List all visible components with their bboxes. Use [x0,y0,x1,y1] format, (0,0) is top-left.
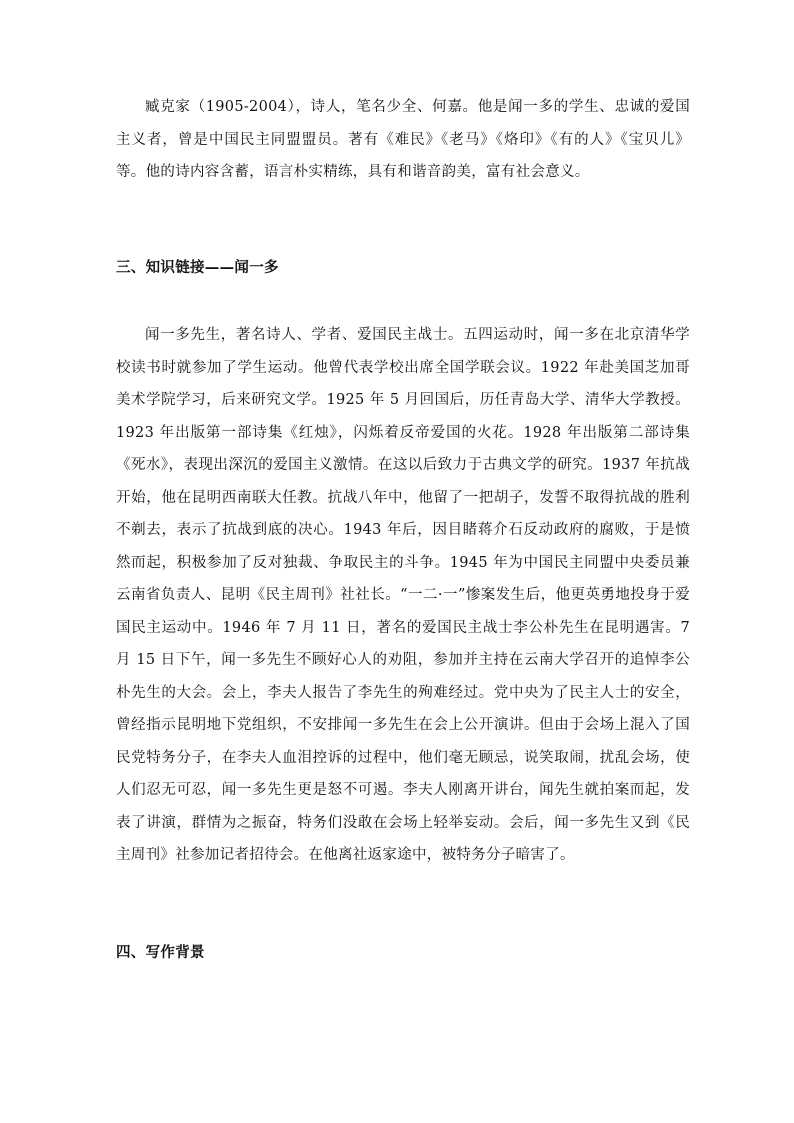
intro-paragraph: 臧克家（1905-2004），诗人，笔名少全、何嘉。他是闻一多的学生、忠诚的爱国主义者，曾是中国民主同盟盟员。著有《难民》《老马》《烙印》《有的人》《宝贝儿》等。他的诗内容含蓄，语言朴实精练，具有和谐音韵美，富有社会意义。 [116,99,690,180]
wen-yiduo-biography-paragraph: 闻一多先生，著名诗人、学者、爱国民主战士。五四运动时，闻一多在北京清华学校读书时就参加了学生运动。他曾代表学校出席全国学联会议。1922 年赴美国芝加哥美术学院学习，后来研究文学。1925 年 5 月回国后，历任青岛大学、清华大学教授。1923 年出版第一部诗集《红烛》，闪烁着反帝爱国的火花。1928 年出版第二部诗集《死水》，表现出深沉的爱国主义激情。在这以后致力于古典文学的研究。1937 年抗战开始，他在昆明西南联大任教。抗战八年中，他留了一把胡子，发誓不取得抗战的胜利不剃去，表示了抗战到底的决心。1943 年后，因目睹蒋介石反动政府的腐败，于是愤然而起，积极参加了反对独裁、争取民主的斗争。1945 年为中国民主同盟中央委员兼云南省负责人、昆明《民主周刊》社社长。“一二·一”惨案发生后，他更英勇地投身于爱国民主运动中。1946 年 7 月 11 日，著名的爱国民主战士李公朴先生在昆明遇害。7 月 15 日下午，闻一多先生不顾好心人的劝阻，参加并主持在云南大学召开的追悼李公朴先生的大会。会上，李夫人报告了李先生的殉难经过。党中央为了民主人士的安全，曾经指示昆明地下党组织，不安排闻一多先生在会上公开演讲。但由于会场上混入了国民党特务分子，在李夫人血泪控诉的过程中，他们毫无顾忌，说笑取闹，扰乱会场，使人们忍无可忍，闻一多先生更是怒不可遏。李夫人刚离开讲台，闻先生就拍案而起，发表了讲演，群情为之振奋，特务们没敢在会场上轻举妄动。会后，闻一多先生又到《民主周刊》社参加记者招待会。在他离社返家途中，被特务分子暗害了。 [116,327,690,863]
section-heading-writing-background: 四、写作背景 [116,945,205,961]
section-heading-knowledge-link: 三、知识链接——闻一多 [116,260,279,276]
